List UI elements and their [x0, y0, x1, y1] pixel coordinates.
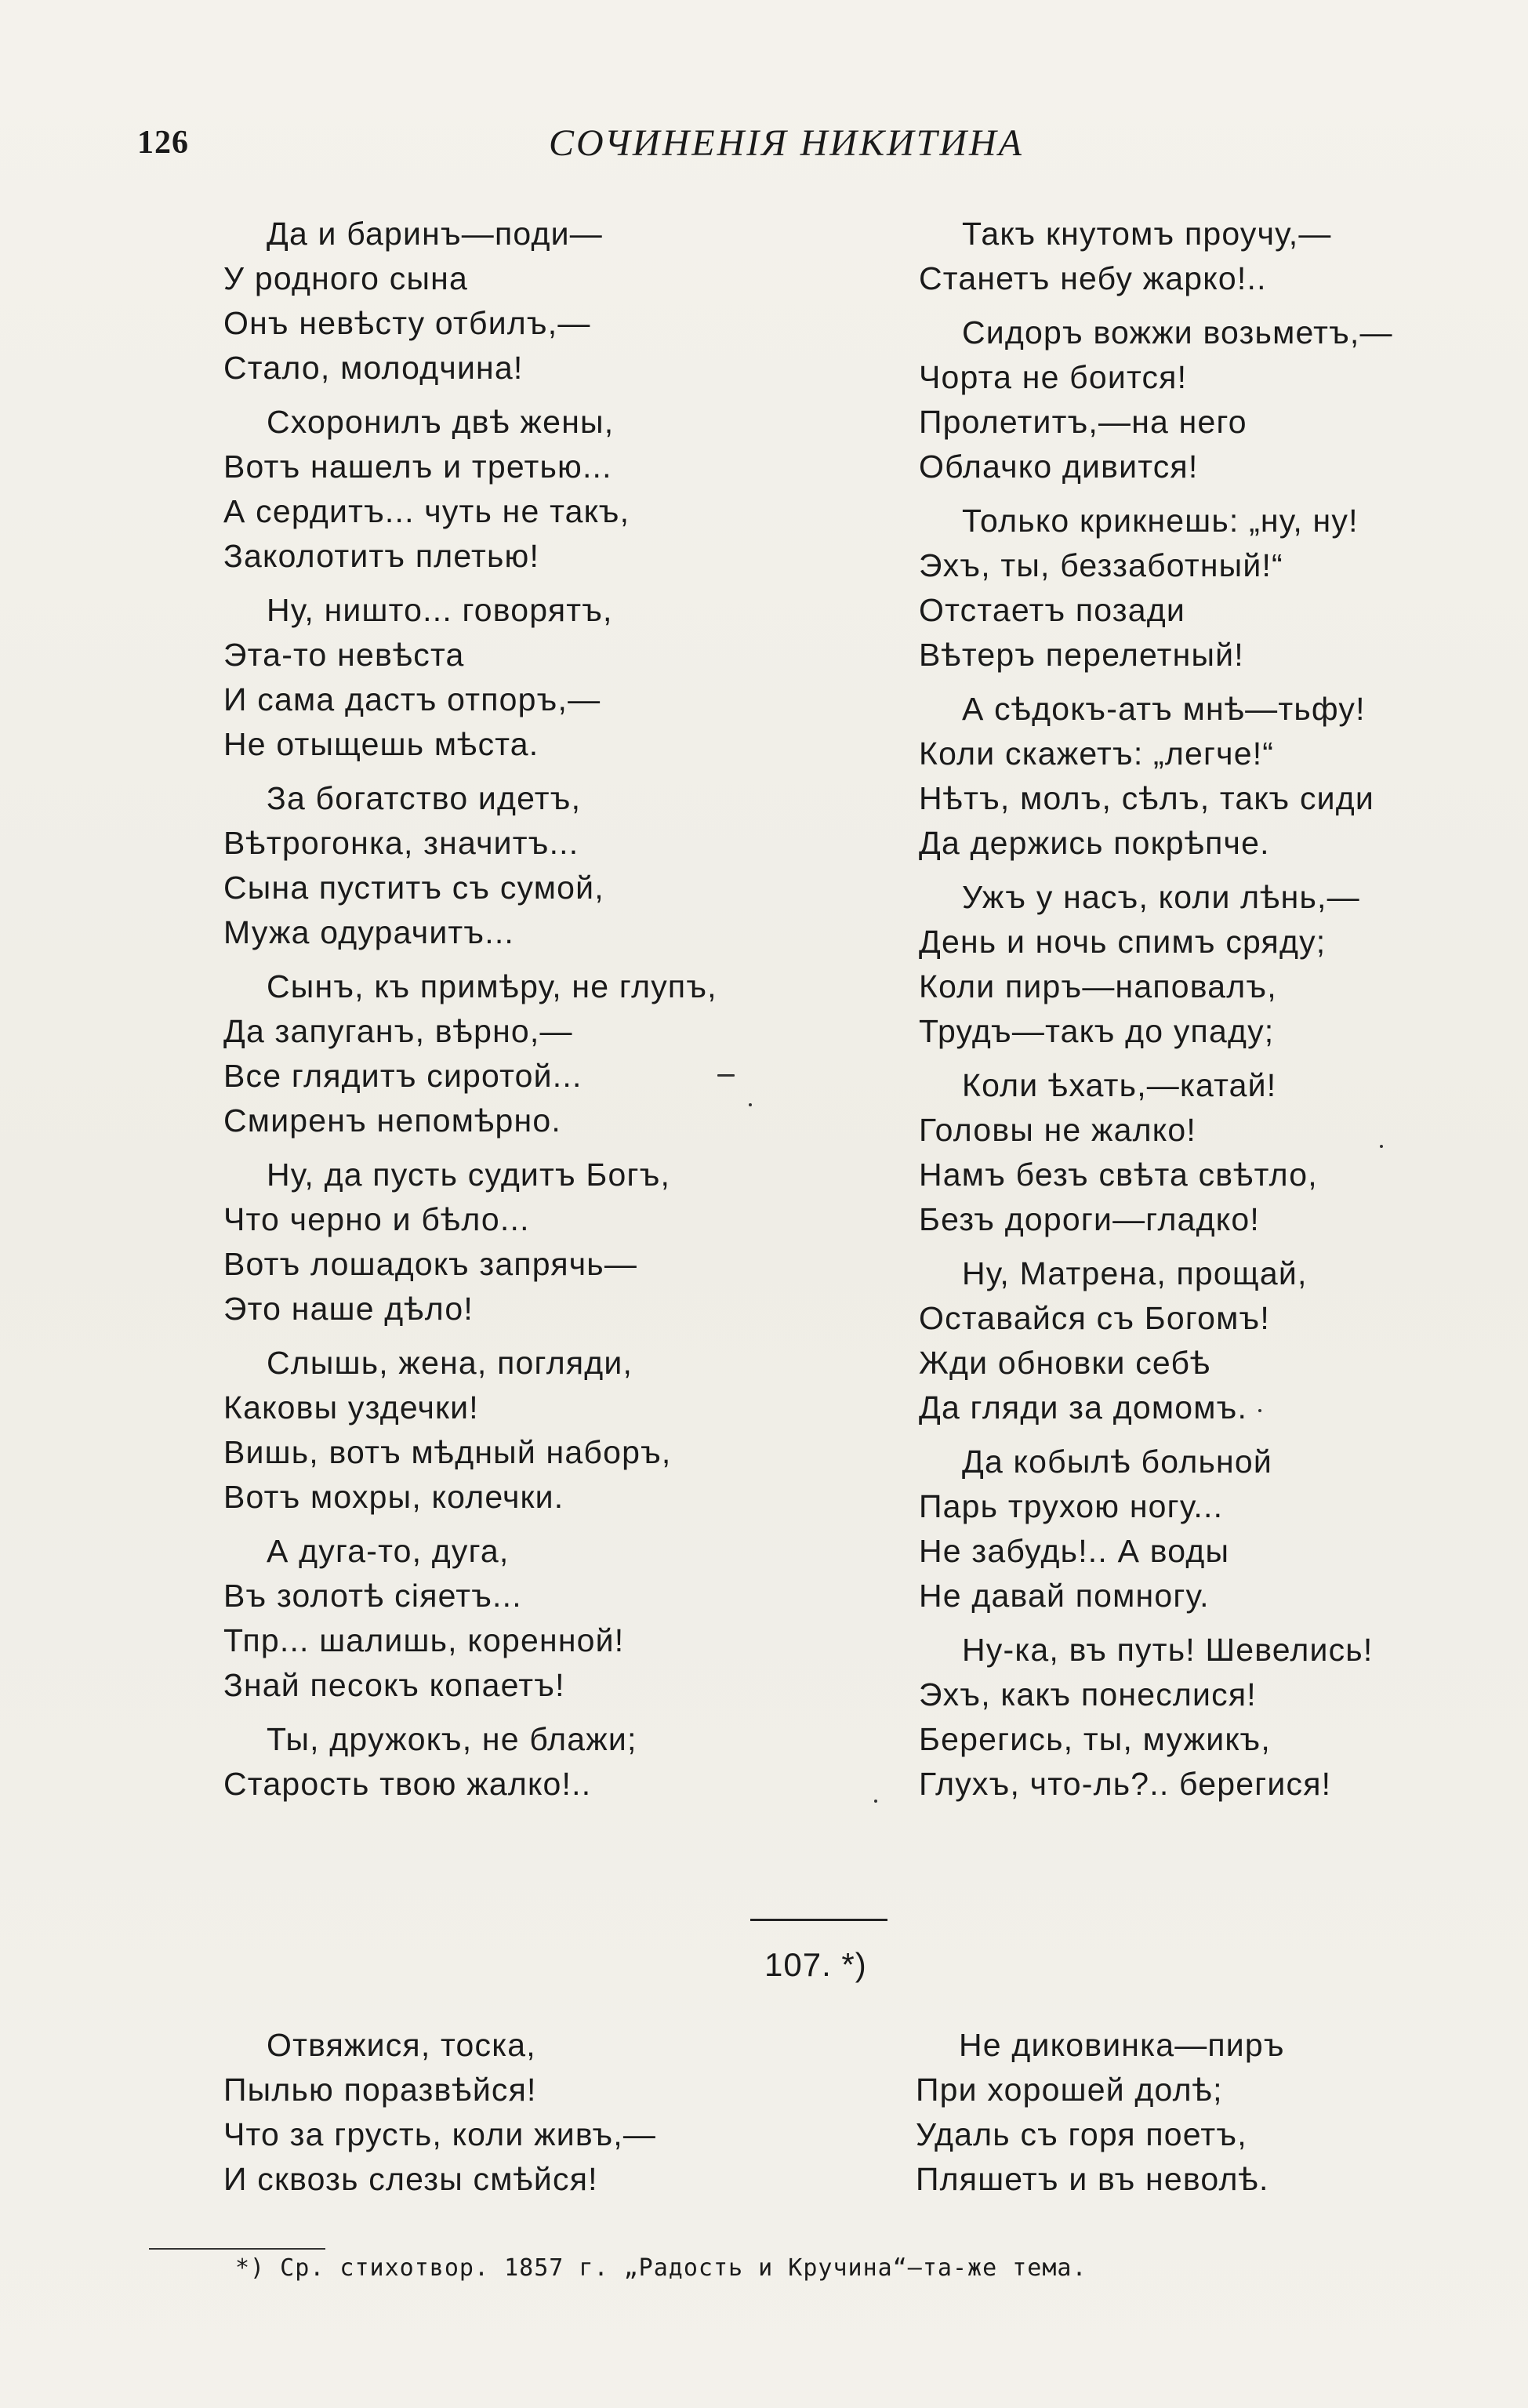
verse-line: Чорта не боится! — [919, 359, 1188, 395]
stanza — [919, 1440, 1468, 1618]
verse-line: Пролетитъ,—на него — [919, 404, 1247, 440]
verse-line: Мужа одурачитъ... — [223, 914, 515, 950]
verse-line: Не диковинка—пиръ — [959, 2027, 1285, 2063]
verse-line: Да запуганъ, вѣрно,— — [223, 1013, 573, 1049]
poem-separator-rule — [750, 1919, 887, 1921]
stanza — [223, 2023, 819, 2202]
stanza — [919, 1251, 1468, 1430]
verse-line: Берегись, ты, мужикъ, — [919, 1721, 1271, 1757]
footnote: *) Ср. стихотвор. 1857 г. „Радость и Кручина“—та-же тема. — [235, 2254, 1087, 2282]
verse-line: Удаль съ горя поетъ, — [916, 2116, 1247, 2152]
verse-line: Вотъ мохры, колечки. — [223, 1479, 564, 1515]
verse-line: Оставайся съ Богомъ! — [919, 1300, 1270, 1336]
verse-line: Старость твою жалко!.. — [223, 1766, 592, 1802]
running-title: СОЧИНЕНІЯ НИКИТИНА — [549, 122, 1024, 164]
verse-line: Эхъ, какъ понеслися! — [919, 1676, 1257, 1712]
verse-line: Все глядитъ сиротой... — [223, 1058, 583, 1094]
poem-106-left-column — [223, 212, 819, 1816]
verse-line: Это наше дѣло! — [223, 1291, 474, 1327]
verse-line: Сынъ, къ примѣру, не глупъ, — [267, 968, 717, 1004]
verse-line: Онъ невѣсту отбилъ,— — [223, 305, 591, 341]
verse-line: Эта-то невѣста — [223, 637, 465, 673]
verse-line: Въ золотѣ сіяетъ... — [223, 1578, 522, 1614]
verse-line: Коли пиръ—наповалъ, — [919, 968, 1277, 1004]
verse-line: Что за грусть, коли живъ,— — [223, 2116, 657, 2152]
verse-line: Пылью поразвѣйся! — [223, 2072, 537, 2108]
verse-line: Жди обновки себѣ — [919, 1345, 1211, 1381]
stanza — [223, 964, 819, 1143]
stanza — [919, 499, 1468, 677]
verse-line: Ну, ништо... говорятъ, — [267, 592, 613, 628]
stanza — [919, 875, 1468, 1054]
verse-line: Стало, молодчина! — [223, 350, 524, 386]
poem-107-right-column — [916, 2023, 1464, 2211]
print-speck — [749, 1103, 752, 1106]
verse-line: Что черно и бѣло... — [223, 1201, 530, 1237]
verse-line: За богатство идетъ, — [267, 780, 582, 816]
verse-line: Такъ кнутомъ проучу,— — [962, 216, 1332, 252]
verse-line: Отвяжися, тоска, — [267, 2027, 536, 2063]
verse-line: Каковы уздечки! — [223, 1389, 479, 1426]
verse-line: Вишь, вотъ мѣдный наборъ, — [223, 1434, 672, 1470]
stanza — [223, 212, 819, 390]
verse-line: У родного сына — [223, 260, 468, 296]
verse-line: Да гляди за домомъ. — [919, 1389, 1248, 1426]
verse-line: Облачко дивится! — [919, 449, 1199, 485]
poem-number: 107. *) — [764, 1946, 867, 1983]
print-speck — [874, 1800, 877, 1803]
verse-line: Головы не жалко! — [919, 1112, 1196, 1148]
stanza — [223, 1717, 819, 1807]
verse-line: Ну-ка, въ путь! Шевелись! — [962, 1632, 1374, 1668]
verse-line: День и ночь спимъ сряду; — [919, 924, 1327, 960]
verse-line: Знай песокъ копаетъ! — [223, 1667, 565, 1703]
verse-line: Намъ безъ свѣта свѣтло, — [919, 1157, 1318, 1193]
verse-line: Вотъ нашелъ и третью... — [223, 449, 612, 485]
verse-line: А сѣдокъ-атъ мнѣ—тьфу! — [962, 691, 1366, 727]
stanza — [919, 311, 1468, 489]
verse-line: Коли скажетъ: „легче!“ — [919, 735, 1275, 772]
verse-line: Да держись покрѣпче. — [919, 825, 1270, 861]
verse-line: Ужъ у насъ, коли лѣнь,— — [962, 879, 1360, 915]
verse-line: Вѣтеръ перелетный! — [919, 637, 1244, 673]
verse-line: Ты, дружокъ, не блажи; — [267, 1721, 637, 1757]
page-number: 126 — [137, 125, 189, 161]
verse-line: Тпр... шалишь, коренной! — [223, 1622, 625, 1658]
verse-line: А дуга-то, дуга, — [267, 1533, 510, 1569]
verse-line: Эхъ, ты, беззаботный!“ — [919, 547, 1283, 583]
verse-line: Заколотитъ плетью! — [223, 538, 540, 574]
verse-line: Только крикнешь: „ну, ну! — [962, 503, 1359, 539]
verse-line: Да и баринъ—поди— — [267, 216, 603, 252]
verse-line: Смиренъ непомѣрно. — [223, 1102, 561, 1139]
stanza — [916, 2023, 1464, 2202]
stanza — [223, 588, 819, 767]
stanza — [223, 400, 819, 579]
print-speck — [1258, 1409, 1261, 1412]
verse-line: Сына пуститъ съ сумой, — [223, 870, 604, 906]
verse-line: Коли ѣхать,—катай! — [962, 1067, 1277, 1103]
verse-line: Пляшетъ и въ неволѣ. — [916, 2161, 1269, 2197]
verse-line: А сердитъ... чуть не такъ, — [223, 493, 630, 529]
stanza — [919, 687, 1468, 866]
verse-line: Не отыщешь мѣста. — [223, 726, 539, 762]
stanza — [223, 776, 819, 955]
verse-line: Глухъ, что-ль?.. берегися! — [919, 1766, 1332, 1802]
verse-line: Безъ дороги—гладко! — [919, 1201, 1261, 1237]
verse-line: Ну, Матрена, прощай, — [962, 1255, 1308, 1291]
stanza — [223, 1529, 819, 1708]
verse-line: Схоронилъ двѣ жены, — [267, 404, 615, 440]
verse-line: Ну, да пусть судитъ Богъ, — [267, 1157, 671, 1193]
poem-107-left-column — [223, 2023, 819, 2211]
verse-line: Да кобылѣ больной — [962, 1444, 1272, 1480]
verse-line: При хорошей долѣ; — [916, 2072, 1223, 2108]
verse-line: Вотъ лошадокъ запрячь— — [223, 1246, 638, 1282]
verse-line: Трудъ—такъ до упаду; — [919, 1013, 1275, 1049]
poem-106-right-column — [919, 212, 1468, 1816]
stanza — [919, 1628, 1468, 1807]
verse-line: Не забудь!.. А воды — [919, 1533, 1230, 1569]
verse-line: Отстаетъ позади — [919, 592, 1186, 628]
stanza — [919, 212, 1468, 301]
verse-line: Нѣтъ, молъ, сѣлъ, такъ сиди — [919, 780, 1374, 816]
print-speck — [1380, 1145, 1383, 1148]
verse-line: Сидоръ вожжи возьметъ,— — [962, 314, 1393, 350]
verse-line: Станетъ небу жарко!.. — [919, 260, 1267, 296]
verse-line: Вѣтрогонка, значитъ... — [223, 825, 579, 861]
verse-line: И сквозь слезы смѣйся! — [223, 2161, 598, 2197]
verse-line: И сама дастъ отпоръ,— — [223, 681, 601, 717]
footnote-rule — [149, 2248, 325, 2250]
stanza — [919, 1063, 1468, 1242]
verse-line: Парь трухою ногу... — [919, 1488, 1224, 1524]
verse-line: Слышь, жена, погляди, — [267, 1345, 633, 1381]
stanza — [223, 1341, 819, 1520]
verse-line: Не давай помногу. — [919, 1578, 1210, 1614]
stanza — [223, 1153, 819, 1331]
print-speck — [717, 1074, 735, 1077]
